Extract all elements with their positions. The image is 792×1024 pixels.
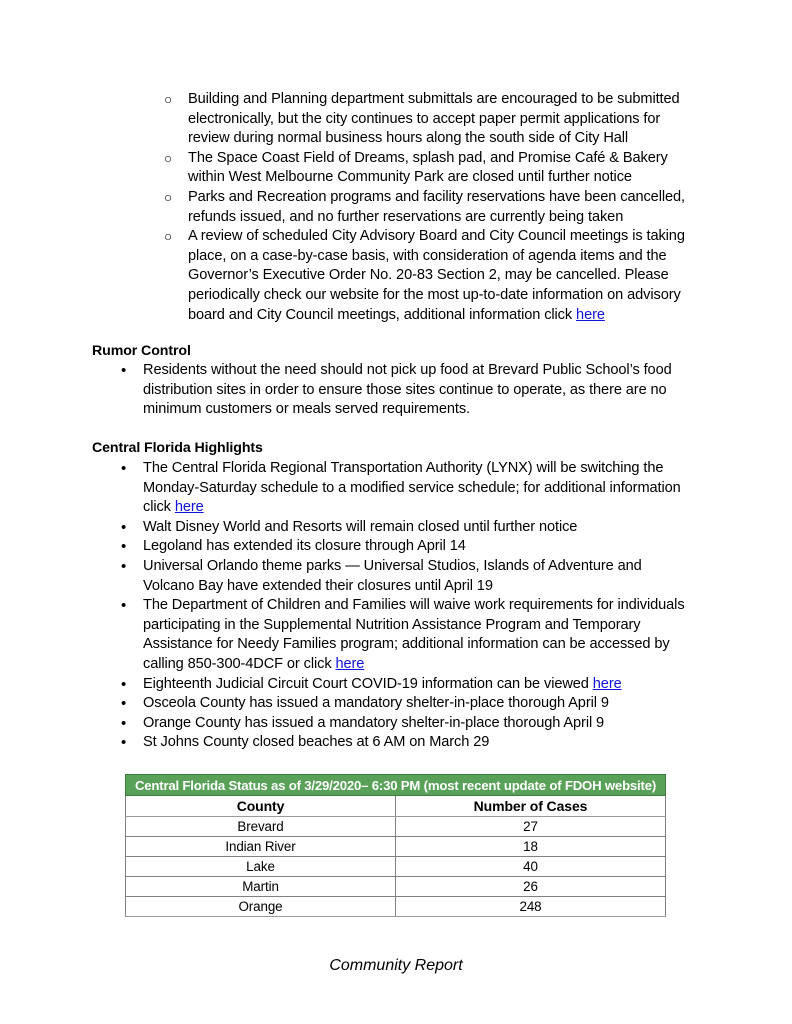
list-item-text (143, 537, 688, 557)
list-item (118, 675, 688, 695)
list-item-segment: Legoland has extended its closure through April 14 (143, 538, 466, 555)
central-florida-highlights-list (118, 459, 688, 753)
list-item (118, 518, 688, 538)
list-item (163, 90, 688, 149)
list-item-text (143, 596, 688, 674)
list-item-segment: St Johns County closed beaches at 6 AM on March 29 (143, 734, 490, 751)
cell-county: Orange (126, 897, 396, 917)
section-heading-rumor-control: Rumor Control (92, 343, 191, 359)
rumor-control-list (118, 361, 688, 420)
list-item-text (143, 733, 688, 753)
cell-county: Indian River (126, 837, 396, 857)
list-item-segment: The Central Florida Regional Transportation Authority (LYNX) will be switching the Monday-Saturday schedule to a modified service schedule; for additional information click (143, 460, 681, 516)
circle-hollow-bullet-icon: ○ (164, 92, 173, 107)
list-item-segment: A review of scheduled City Advisory Board and City Council meetings is taking place, on a case-by-case basis, with consideration of agenda items and the Governor’s Executive Order No. 20-83 Section 2, may be cancelled. Please periodically check our website for the most up-to-date information on advisory board and City Council meetings, additional information click (188, 228, 685, 323)
table-row (126, 897, 666, 917)
circle-hollow-bullet-icon: ○ (164, 229, 173, 245)
circle-hollow-bullet-icon: ○ (164, 150, 173, 166)
solid-bullet-icon: • (121, 714, 127, 732)
list-item-segment: Orange County has issued a mandatory shelter-in-place thorough April 9 (143, 714, 605, 731)
list-item (118, 557, 688, 596)
solid-bullet-icon: • (121, 734, 127, 752)
list-item-segment: Parks and Recreation programs and facility reservations have been cancelled, refunds issued, and no further reservations are currently being taken (188, 188, 685, 225)
table-row (126, 857, 666, 877)
table-column-header-county: County (126, 796, 396, 817)
cell-cases: 26 (396, 877, 666, 897)
list-item-segment: Walt Disney World and Resorts will remain closed until further notice (143, 518, 578, 535)
central-florida-status-table (125, 774, 666, 917)
list-item-text (188, 227, 688, 325)
list-item (163, 227, 688, 325)
here-link[interactable]: here (592, 675, 622, 692)
list-item (118, 714, 688, 734)
page-footer: Community Report (329, 957, 463, 974)
list-item-text (188, 149, 688, 188)
solid-bullet-icon: • (121, 362, 127, 379)
list-item (118, 361, 688, 420)
list-item-text (143, 557, 688, 596)
list-item (118, 537, 688, 557)
list-item-text (143, 459, 688, 518)
list-item-text (143, 518, 688, 538)
list-item (118, 596, 688, 674)
solid-bullet-icon: • (121, 538, 127, 556)
solid-bullet-icon: • (121, 597, 127, 615)
here-link[interactable]: here (174, 499, 204, 516)
list-item-segment: Building and Planning department submittals are encouraged to be submitted electronically, but the city continues to accept paper permit applications for review during normal business hours along the south side of City Hall (188, 91, 680, 147)
cell-county: Brevard (126, 817, 396, 837)
list-item (118, 733, 688, 753)
cell-cases: 27 (396, 817, 666, 837)
list-item-segment: The Department of Children and Families will waive work requirements for individuals participating in the Supplemental Nutrition Assistance Program and Temporary Assistance for Needy Families program; additional information can be accessed by calling 850-300-4DCF or click (143, 597, 685, 672)
list-item (118, 459, 688, 518)
list-item-text (143, 714, 688, 734)
list-item-text (143, 361, 688, 420)
table-column-header-number-of-cases: Number of Cases (396, 796, 666, 817)
table-header-row (126, 796, 666, 817)
list-item-segment: Universal Orlando theme parks — Universal Studios, Islands of Adventure and Volcano Bay have extended their closures until April 19 (143, 557, 642, 594)
list-item-text (143, 694, 688, 714)
solid-bullet-icon: • (121, 460, 127, 477)
list-item (118, 694, 688, 714)
here-link[interactable]: here (335, 655, 365, 672)
list-item-segment: Eighteenth Judicial Circuit Court COVID-19 information can be viewed (143, 675, 593, 692)
cell-cases: 18 (396, 837, 666, 857)
solid-bullet-icon: • (121, 557, 127, 575)
solid-bullet-icon: • (121, 695, 127, 713)
circle-hollow-bullet-icon: ○ (164, 189, 173, 205)
list-item-segment: The Space Coast Field of Dreams, splash pad, and Promise Café & Bakery within West Melbourne Community Park are closed until further notice (188, 149, 668, 186)
list-item-segment: Residents without the need should not pick up food at Brevard Public School’s food distribution sites in order to ensure those sites continue to operate, as there are no minimum customers or meals served requirements. (143, 362, 672, 418)
list-item-segment: Osceola County has issued a mandatory shelter-in-place thorough April 9 (143, 695, 609, 712)
here-link[interactable]: here (576, 306, 605, 323)
list-item-text (188, 188, 688, 227)
cell-cases: 248 (396, 897, 666, 917)
table-row (126, 877, 666, 897)
table-row (126, 837, 666, 857)
sub-bullet-list (163, 90, 688, 325)
section-heading-central-florida-highlights: Central Florida Highlights (92, 440, 263, 456)
list-item (163, 149, 688, 188)
list-item-text (188, 90, 688, 149)
cell-county: Martin (126, 877, 396, 897)
table-banner-cell: Central Florida Status as of 3/29/2020– 6:30 PM (most recent update of FDOH website) (126, 775, 666, 796)
table-row (126, 817, 666, 837)
cell-county: Lake (126, 857, 396, 877)
solid-bullet-icon: • (121, 675, 127, 693)
cell-cases: 40 (396, 857, 666, 877)
solid-bullet-icon: • (121, 518, 127, 536)
list-item-text (143, 675, 688, 695)
list-item (163, 188, 688, 227)
table-banner-row (126, 775, 666, 796)
